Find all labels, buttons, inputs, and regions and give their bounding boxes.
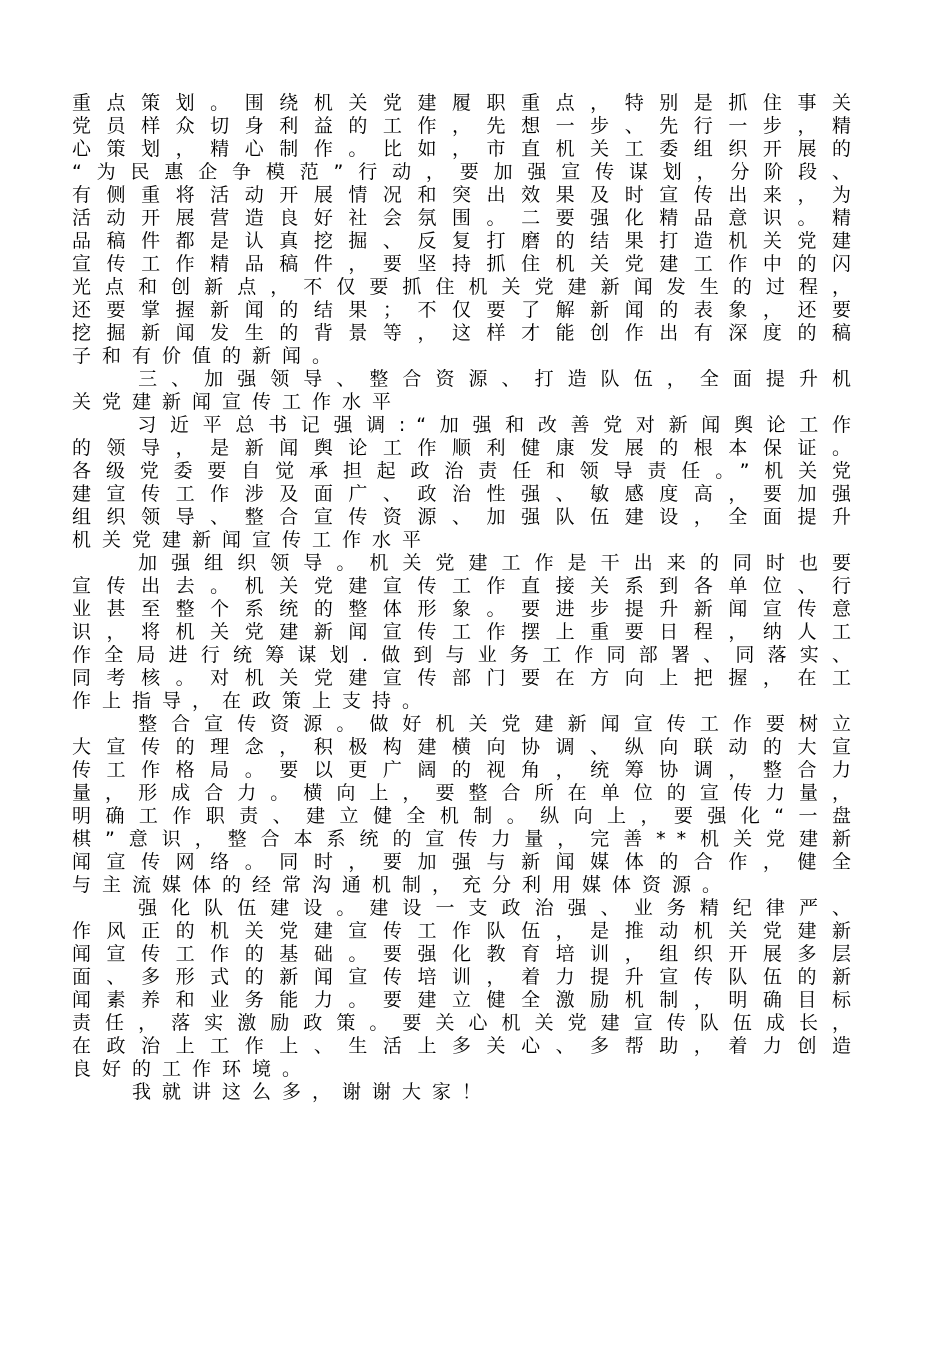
text-line: 三、加强领导、整合资源、打造队伍，全面提升机 bbox=[72, 368, 862, 390]
text-line: 光点和创新点，不仅要抓住机关党建新闻发生的过程， bbox=[72, 276, 862, 298]
text-line: 同考核。对机关党建宣传部门要在方向上把握，在工 bbox=[72, 667, 862, 689]
text-line: 与主流媒体的经常沟通机制，充分利用媒体资源。 bbox=[72, 874, 733, 896]
text-line: 心策划，精心制作。比如，市直机关工委组织开展的 bbox=[72, 138, 862, 160]
text-line: 挖掘新闻发生的背景等，这样才能创作出有深度的稿 bbox=[72, 322, 862, 344]
text-line: 在政治上工作上、生活上多关心、多帮助，着力创造 bbox=[72, 1035, 862, 1057]
text-line: 宣传出去。机关党建宣传工作直接关系到各单位、行 bbox=[72, 575, 862, 597]
text-line: 识，将机关党建新闻宣传工作摆上重要日程，纳人工 bbox=[72, 621, 862, 643]
text-line: 重点策划。围绕机关党建履职重点，特别是抓住事关 bbox=[72, 92, 862, 114]
text-line: 机关党建新闻宣传工作水平 bbox=[72, 529, 433, 551]
text-line: 责任，落实激励政策。要关心机关党建宣传队伍成长， bbox=[72, 1012, 862, 1034]
text-line: 党员样众切身利益的工作，先想一步、先行一步，精 bbox=[72, 115, 862, 137]
text-line: 闻宣传网络。同时，要加强与新闻媒体的合作，健全 bbox=[72, 851, 862, 873]
text-line: 组织领导、整合宣传资源、加强队伍建设，全面提升 bbox=[72, 506, 862, 528]
text-line: 大宣传的理念，积极构建横向协调、纵向联动的大宣 bbox=[72, 736, 862, 758]
text-line: 建宣传工作涉及面广、政治性强、敏感度高，要加强 bbox=[72, 483, 862, 505]
document-page bbox=[72, 92, 862, 1104]
text-line: 作风正的机关党建宣传工作队伍，是推动机关党建新 bbox=[72, 920, 862, 942]
text-line: 传工作格局。要以更广阔的视角，统筹协调，整合力 bbox=[72, 759, 862, 781]
text-line: 业甚至整个系统的整体形象。要进步提升新闻宣传意 bbox=[72, 598, 862, 620]
text-line: 习近平总书记强调:“加强和改善党对新闻舆论工作 bbox=[72, 414, 862, 436]
text-line: 作全局进行统筹谋划.做到与业务工作同部署、同落实、 bbox=[72, 644, 862, 666]
text-line: 明确工作职责、建立健全机制。纵向上，要强化“一盘 bbox=[72, 805, 862, 827]
text-line: 活动开展营造良好社会氛围。二要强化精品意识。精 bbox=[72, 207, 862, 229]
text-line: 闻宣传工作的基础。要强化教育培训，组织开展多层 bbox=[72, 943, 862, 965]
text-line: 宣传工作精品稿件，要坚持抓住机关党建工作中的闪 bbox=[72, 253, 862, 275]
text-line: 闻素养和业务能力。要建立健全激励机制，明确目标 bbox=[72, 989, 862, 1011]
text-line: 强化队伍建设。建设一支政治强、业务精纪律严、 bbox=[72, 897, 862, 919]
text-line: 还要掌握新闻的结果；不仅要了解新闻的表象，还要 bbox=[72, 299, 862, 321]
text-line: 的领导，是新闻舆论工作顺利健康发展的根本保证。 bbox=[72, 437, 862, 459]
text-line: 各级党委要自觉承担起政治责任和领导责任。”机关党 bbox=[72, 460, 862, 482]
text-line: 整合宣传资源。做好机关党建新闻宣传工作要树立 bbox=[72, 713, 862, 735]
text-line: “为民惠企争模范”行动，要加强宣传谋划，分阶段、 bbox=[72, 161, 862, 183]
text-line: 量，形成合力。横向上，要整合所在单位的宣传力量， bbox=[72, 782, 862, 804]
text-line: 我就讲这么多，谢谢大家！ bbox=[72, 1081, 493, 1103]
text-line: 良好的工作环境。 bbox=[72, 1058, 313, 1080]
text-line: 作上指导，在政策上支持。 bbox=[72, 690, 433, 712]
text-line: 棋”意识，整合本系统的宣传力量，完善**机关党建新 bbox=[72, 828, 862, 850]
text-line: 关党建新闻宣传工作水平 bbox=[72, 391, 403, 413]
text-line: 有侧重将活动开展情况和突出效果及时宣传出来，为 bbox=[72, 184, 862, 206]
text-line: 子和有价值的新闻。 bbox=[72, 345, 343, 367]
text-line: 加强组织领导。机关党建工作是干出来的同时也要 bbox=[72, 552, 862, 574]
text-line: 面、多形式的新闻宣传培训，着力提升宣传队伍的新 bbox=[72, 966, 862, 988]
text-line: 品稿件都是认真挖掘、反复打磨的结果打造机关党建 bbox=[72, 230, 862, 252]
